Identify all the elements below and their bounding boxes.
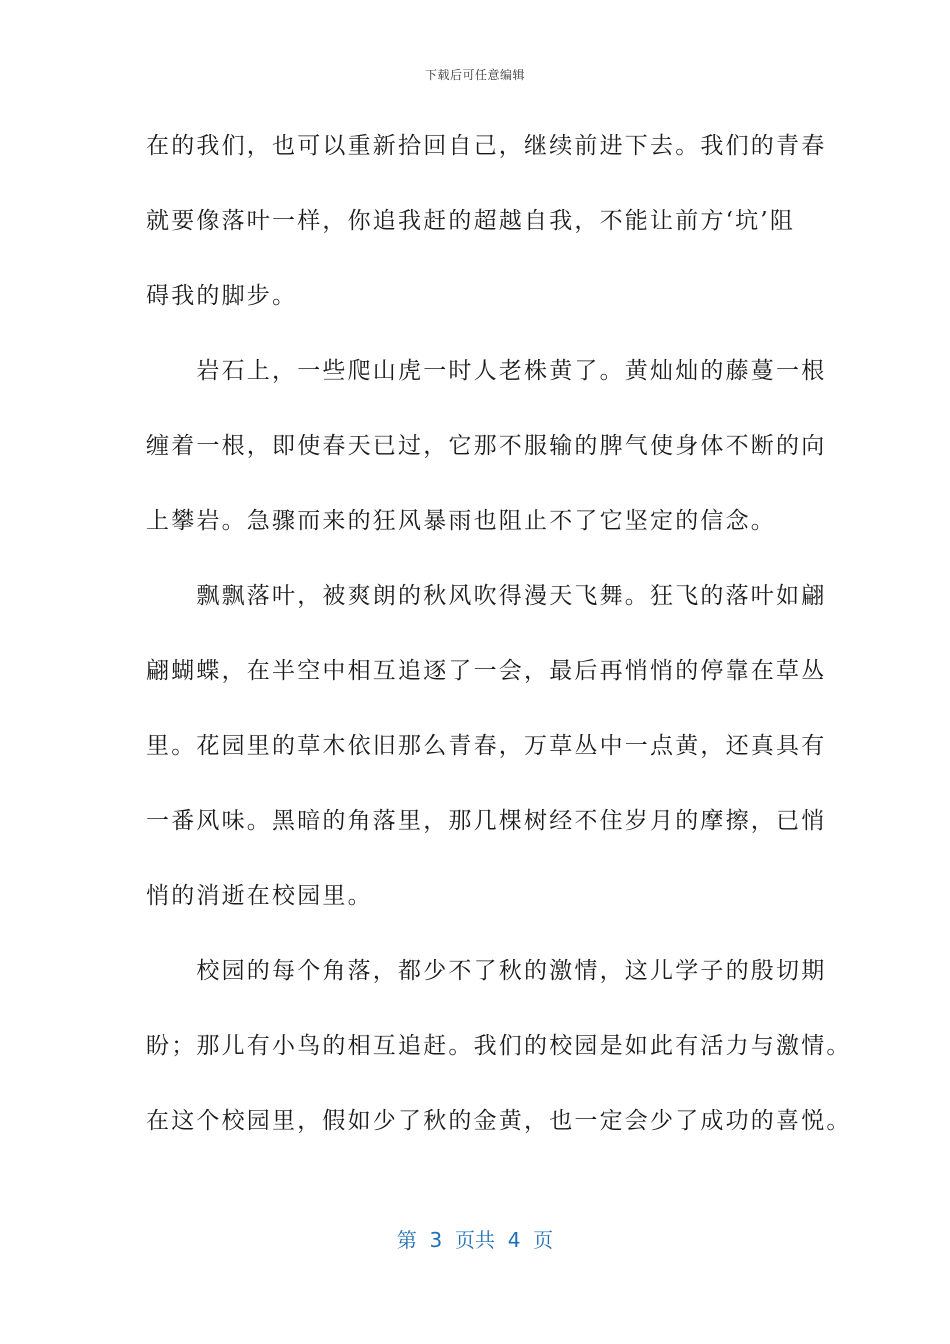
text-line: 就要像落叶一样，你追我赶的超越自我，不能让前方‘坑’阻 xyxy=(146,208,796,234)
text-line: 里。花园里的草木依旧那么青春，万草丛中一点黄，还真具有 xyxy=(146,733,827,759)
text-line: 飘飘落叶，被爽朗的秋风吹得漫天飞舞。狂飞的落叶如翩 xyxy=(146,583,827,609)
text-line: 在的我们，也可以重新拾回自己，继续前进下去。我们的青春 xyxy=(146,133,827,159)
text-line: 翩蝴蝶，在半空中相互追逐了一会，最后再悄悄的停靠在草丛 xyxy=(146,658,827,684)
text-line: 悄的消逝在校园里。 xyxy=(146,883,373,909)
text-line: 校园的每个角落，都少不了秋的激情，这儿学子的殷切期 xyxy=(146,958,827,984)
header-note: 下载后可任意编辑 xyxy=(424,68,525,82)
text-line: 在这个校园里，假如少了秋的金黄，也一定会少了成功的喜悦。 xyxy=(146,1108,852,1134)
text-line: 缠着一根，即使春天已过，它那不服输的脾气使身体不断的向 xyxy=(146,433,827,459)
document-body xyxy=(146,121,852,1171)
text-line: 一番风味。黑暗的角落里，那几棵树经不住岁月的摩擦，已悄 xyxy=(146,808,827,834)
text-line: 上攀岩。急骤而来的狂风暴雨也阻止不了它坚定的信念。 xyxy=(146,508,776,534)
text-line: 碍我的脚步。 xyxy=(146,283,298,309)
text-line: 盼；那儿有小鸟的相互追赶。我们的校园是如此有活力与激情。 xyxy=(146,1033,852,1059)
page-number-label: 第 3 页共 4 页 xyxy=(396,1228,554,1252)
text-line: 岩石上，一些爬山虎一时人老株黄了。黄灿灿的藤蔓一根 xyxy=(146,358,827,384)
page-number-footer xyxy=(0,1224,950,1253)
